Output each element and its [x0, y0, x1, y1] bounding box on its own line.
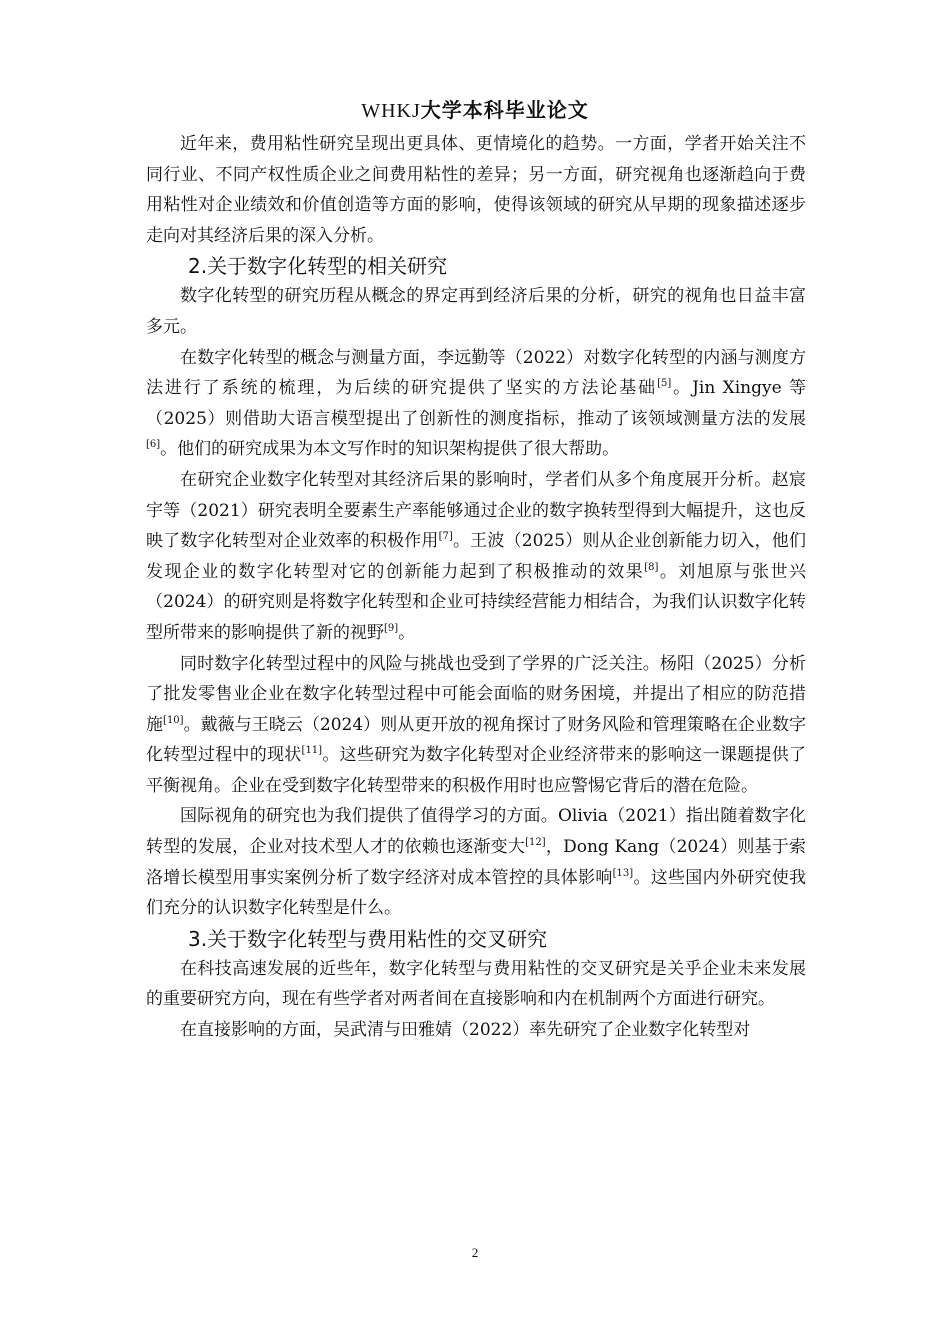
paragraph-text: 在科技高速发展的近些年，数字化转型与费用粘性的交叉研究是关乎企业未来发展的重要研究方向，现在有些学者对两者间在直接影响和内在机制两个方面进行研究。: [146, 958, 806, 1010]
paragraph-text: 国际视角的研究也为我们提供了值得学习的方面。Olivia（2021）指出随着数字化转型的发展，企业对技术型人才的依赖也逐渐变大: [146, 806, 806, 858]
citation: [13]: [612, 867, 634, 879]
paragraph: [146, 801, 806, 923]
paragraph: [146, 343, 806, 465]
paragraph-text: 。王波（2025）则从企业创新能力切入，他们发现企业的数字化转型对它的创新能力起到了积极推动的效果: [146, 531, 807, 582]
citation: [6]: [146, 439, 161, 451]
paragraph-text: 数字化转型的研究历程从概念的界定再到经济后果的分析，研究的视角也日益丰富多元。: [146, 286, 806, 337]
paragraph-text: 。戴薇与王晓云（2024）则从更开放的视角探讨了财务风险和管理策略在企业数字化转型过程中的现状: [146, 714, 807, 766]
page-header: [0, 94, 950, 123]
citation: [5]: [657, 378, 672, 390]
paragraph-text: 在直接影响的方面，吴武清与田雅婧（2022）率先研究了企业数字化转型对: [180, 1020, 751, 1041]
paragraph: [146, 129, 806, 251]
citation: [9]: [384, 622, 399, 634]
paragraph-text: 。这些国内外研究使我们充分的认识数字化转型是什么。: [146, 867, 807, 919]
paragraph: [146, 649, 806, 802]
citation: [8]: [644, 561, 659, 573]
paragraph-text: 近年来，费用粘性研究呈现出更具体、更情境化的趋势。一方面，学者开始关注不同行业、不同产权性质企业之间费用粘性的差异；另一方面，研究视角也逐渐趋向于费用粘性对企业绩效和价值创造等方面的影响，使得该领域的研究从早期的现象描述逐步走向对其经济后果的深入分析。: [146, 134, 806, 246]
paragraph-text: ，Dong Kang（2024）则基于索洛增长模型用事实案例分析了数字经济对成本管控的具体影响: [146, 837, 807, 888]
paragraph-text: 。刘旭原与张世兴（2024）的研究则是将数字化转型和企业可持续经营能力相结合，为我们认识数字化转型所带来的影响提供了新的视野: [146, 561, 807, 643]
paragraph-text: 。这些研究为数字化转型对企业经济带来的影响这一课题提供了平衡视角。企业在受到数字化转型带来的积极作用时也应警惕它背后的潜在危险。: [146, 745, 806, 796]
paragraph-text: 。他们的研究成果为本文写作时的知识架构提供了很大帮助。: [160, 439, 620, 460]
citation: [10]: [163, 714, 184, 726]
paragraph: [146, 954, 806, 1015]
header-title: 大学本科毕业论文: [420, 98, 589, 122]
citation: [12]: [525, 837, 546, 849]
section-heading: 3.关于数字化转型与费用粘性的交叉研究: [188, 926, 548, 951]
paragraph: [146, 465, 806, 649]
citation: [11]: [301, 745, 323, 757]
paragraph-text: 。: [398, 622, 416, 643]
paragraph-text: 。Jin Xingye 等（2025）则借助大语言模型提出了创新性的测度指标，推动了该领域测量方法的发展: [146, 378, 807, 429]
paragraph-text: 同时数字化转型过程中的风险与挑战也受到了学界的广泛关注。杨阳（2025）分析了批发零售业企业在数字化转型过程中可能会面临的财务困境，并提出了相应的防范措施: [146, 653, 806, 735]
paragraph: [146, 281, 806, 342]
citation: [7]: [438, 531, 453, 543]
document-body: [146, 129, 806, 1046]
paragraph-text: 在研究企业数字化转型对其经济后果的影响时，学者们从多个角度展开分析。赵宸宇等（2021）研究表明全要素生产率能够通过企业的数字换转型得到大幅提升，这也反映了数字化转型对企业效率的积极作用: [146, 469, 806, 552]
page-number: 2: [471, 1245, 479, 1260]
section-heading: 2.关于数字化转型的相关研究: [188, 254, 448, 279]
paragraph-text: 在数字化转型的概念与测量方面，李远勤等（2022）对数字化转型的内涵与测度方法进行了系统的梳理，为后续的研究提供了坚实的方法论基础: [146, 347, 806, 399]
paragraph: [146, 1015, 806, 1046]
header-code: WHKJ: [361, 100, 421, 122]
